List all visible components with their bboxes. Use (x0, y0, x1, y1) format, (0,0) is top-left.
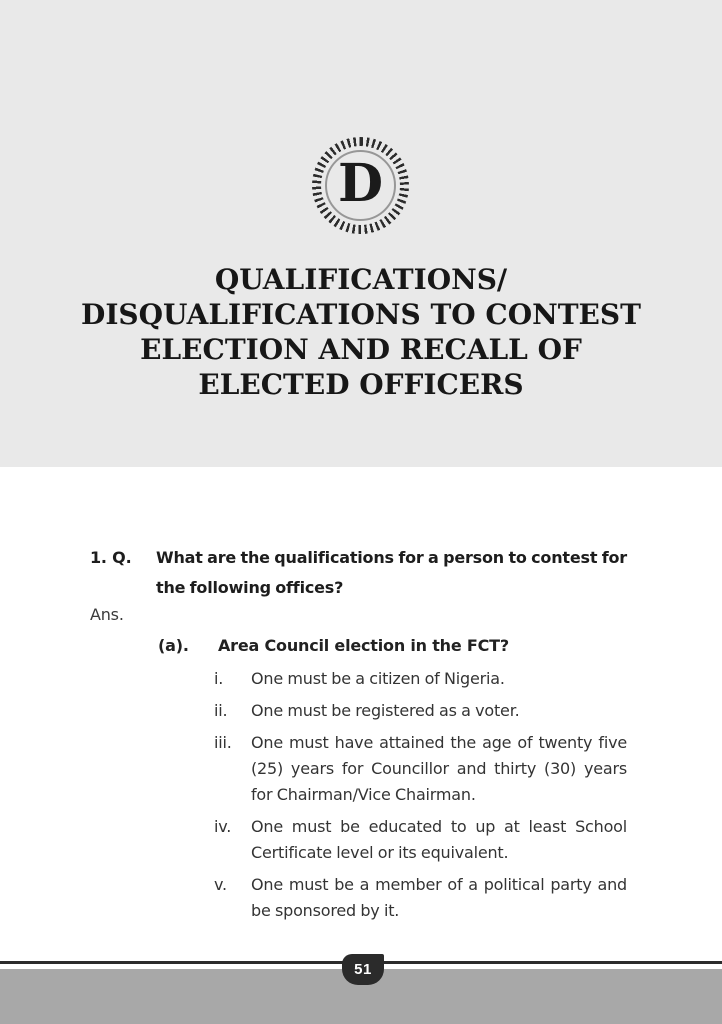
page-number-badge (342, 954, 384, 985)
list-item-numeral: ii. (214, 701, 228, 720)
list-item (214, 814, 627, 866)
question-text: What are the qualifications for a person to contest for the following offices? (156, 548, 627, 597)
title-line: ELECTION AND RECALL OF (140, 333, 582, 366)
list-item-text: One must have attained the age of twenty five (25) years for Councillor and thirty (30) years for Chairman/Vice Chairman. (251, 733, 627, 804)
part-heading-text: Area Council election in the FCT? (218, 636, 509, 655)
title-line: QUALIFICATIONS/ (214, 263, 508, 296)
list-item-numeral: v. (214, 875, 227, 894)
list-item (214, 872, 627, 924)
page-number: 51 (354, 961, 372, 978)
list-item-text: One must be a citizen of Nigeria. (251, 669, 505, 688)
list-item-numeral: i. (214, 669, 224, 688)
section-letter: D (337, 152, 384, 214)
qualification-list (214, 666, 627, 924)
answer-part (158, 632, 627, 924)
part-label: (a). (158, 636, 189, 655)
question-row (90, 543, 627, 603)
list-item (214, 730, 627, 808)
list-item-text: One must be registered as a voter. (251, 701, 520, 720)
answer-label: Ans. (90, 605, 124, 624)
header-band (0, 0, 722, 467)
list-item-text: One must be educated to up at least School Certificate level or its equivalent. (251, 817, 627, 862)
part-heading (158, 632, 627, 659)
section-seal-icon (312, 137, 409, 234)
title-line: DISQUALIFICATIONS TO CONTEST (81, 298, 641, 331)
list-item-text: One must be a member of a political party and be sponsored by it. (251, 875, 627, 920)
qa-section (90, 543, 627, 930)
seal-cover (321, 146, 400, 225)
list-item-numeral: iii. (214, 733, 232, 752)
seal-inner-ring (325, 150, 396, 221)
list-item (214, 698, 627, 724)
page-title (0, 262, 722, 402)
title-line: ELECTED OFFICERS (198, 368, 524, 401)
list-item-numeral: iv. (214, 817, 232, 836)
list-item (214, 666, 627, 692)
question-number: 1. Q. (90, 548, 132, 567)
